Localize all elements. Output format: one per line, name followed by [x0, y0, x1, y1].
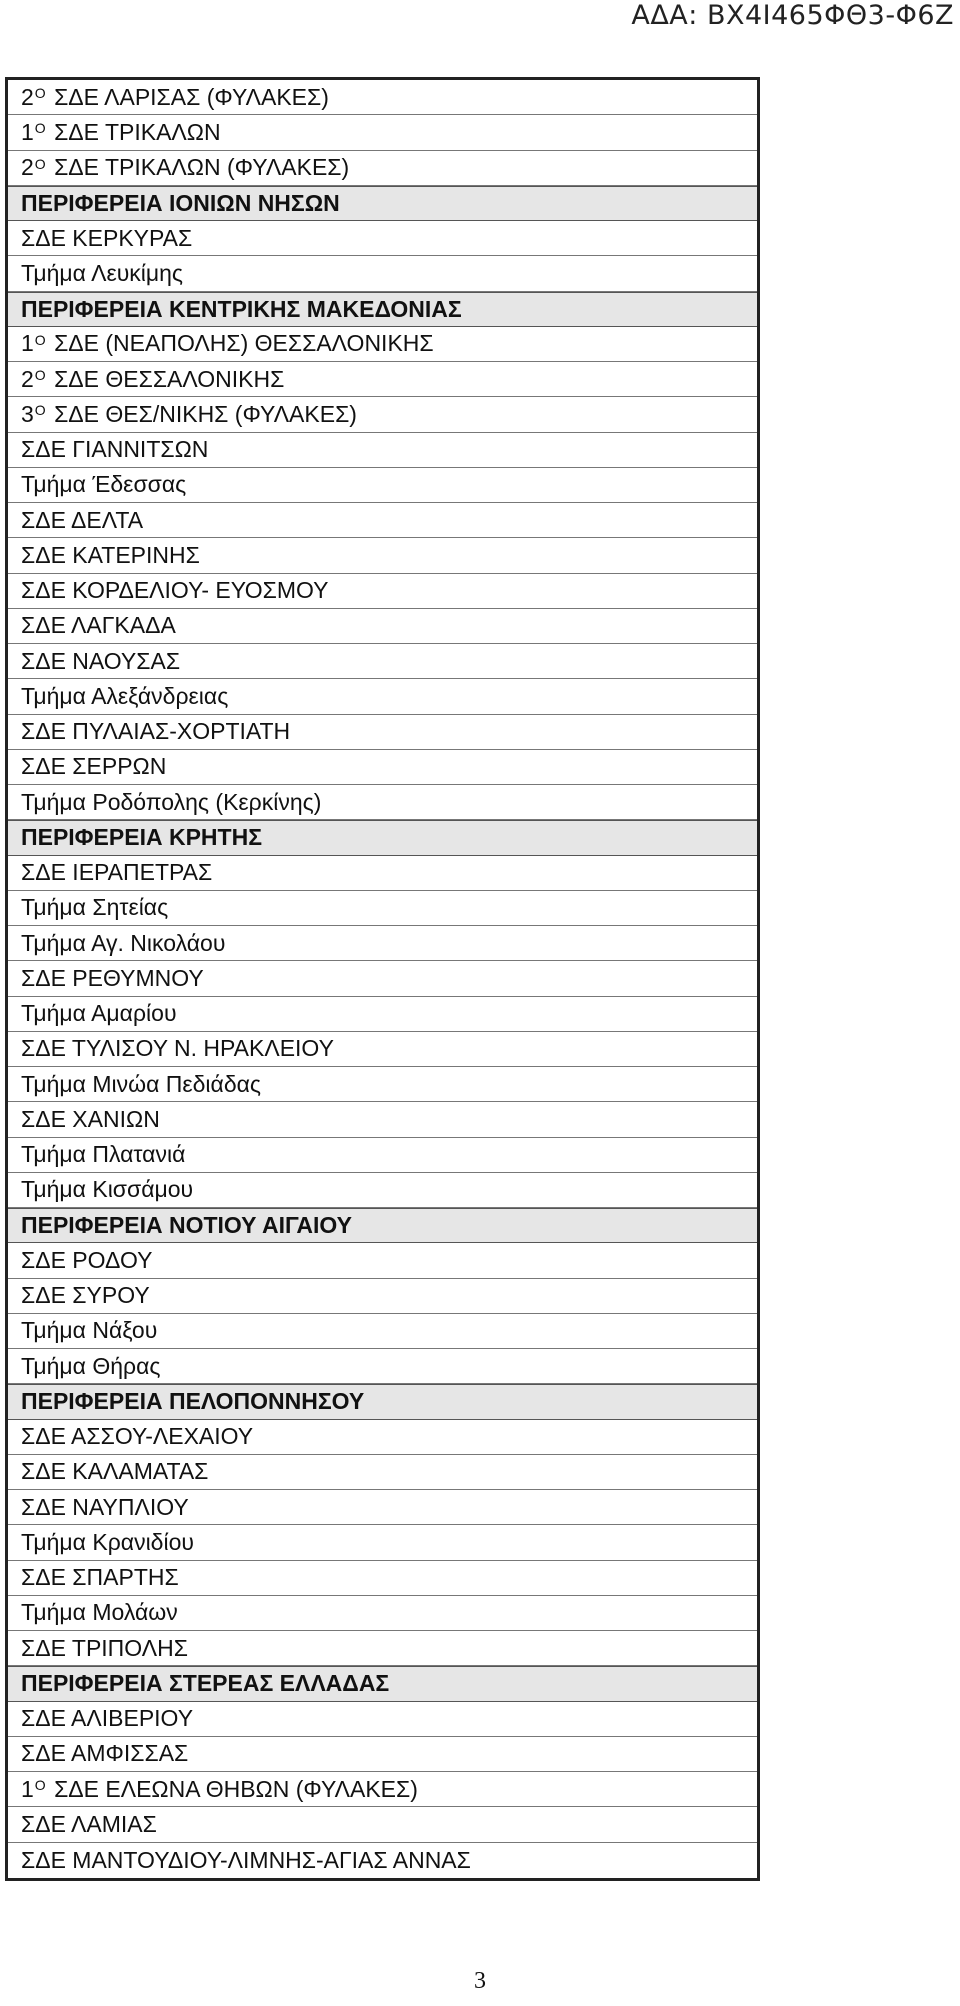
table-row: [8, 1455, 757, 1490]
ordinal-number: 2: [21, 154, 34, 181]
table-row: [8, 1490, 757, 1525]
school-name: Τμήμα Θήρας: [21, 1352, 161, 1379]
school-name: ΣΔΕ ΚΕΡΚΥΡΑΣ: [21, 224, 193, 251]
region-name: ΠΕΡΙΦΕΡΕΙΑ ΝΟΤΙΟΥ ΑΙΓΑΙΟΥ: [21, 1212, 352, 1239]
table-row: [8, 997, 757, 1032]
school-name: Τμήμα Αλεξάνδρειας: [21, 682, 229, 709]
ordinal-number: 1: [21, 330, 34, 357]
table-row: [8, 574, 757, 609]
table-row: [8, 1032, 757, 1067]
table-row: [8, 1702, 757, 1737]
ordinal-number: 2: [21, 365, 34, 392]
ordinal-number: 2: [21, 83, 34, 110]
table-row: [8, 926, 757, 961]
table-row: [8, 1067, 757, 1102]
school-name: ΣΔΕ ΤΡΙΚΑΛΩΝ (ΦΥΛΑΚΕΣ): [47, 154, 350, 181]
table-row: [8, 1349, 757, 1384]
table-row: [8, 1737, 757, 1772]
region-name: ΠΕΡΙΦΕΡΕΙΑ ΙΟΝΙΩΝ ΝΗΣΩΝ: [21, 189, 340, 216]
table-row: [8, 433, 757, 468]
table-row: [8, 468, 757, 503]
page-number: 3: [474, 1968, 486, 1994]
region-header-row: [8, 1208, 757, 1243]
school-name: Τμήμα Κρανιδίου: [21, 1528, 194, 1555]
school-name: Τμήμα Ροδόπολης (Κερκίνης): [21, 788, 322, 815]
schools-table: [5, 77, 760, 1881]
table-row: [8, 1525, 757, 1560]
region-name: ΠΕΡΙΦΕΡΕΙΑ ΠΕΛΟΠΟΝΝΗΣΟΥ: [21, 1388, 365, 1415]
table-row: [8, 256, 757, 291]
school-name: ΣΔΕ ΑΣΣΟΥ-ΛΕΧΑΙΟΥ: [21, 1423, 254, 1450]
school-name: ΣΔΕ ΛΑΡΙΣΑΣ (ΦΥΛΑΚΕΣ): [47, 83, 329, 110]
school-name: ΣΔΕ ΕΛΕΩΝΑ ΘΗΒΩΝ (ΦΥΛΑΚΕΣ): [47, 1775, 418, 1802]
school-name: ΣΔΕ ΠΥΛΑΙΑΣ-ΧΟΡΤΙΑΤΗ: [21, 718, 291, 745]
table-row: [8, 1173, 757, 1208]
school-name: ΣΔΕ ΣΕΡΡΩΝ: [21, 753, 167, 780]
school-name: Τμήμα Αγ. Νικολάου: [21, 929, 226, 956]
table-row: [8, 785, 757, 820]
school-name: Τμήμα Μολάων: [21, 1599, 178, 1626]
school-name: ΣΔΕ (ΝΕΑΠΟΛΗΣ) ΘΕΣΣΑΛΟΝΙΚΗΣ: [47, 330, 434, 357]
table-row: [8, 891, 757, 926]
school-name: ΣΔΕ ΝΑΟΥΣΑΣ: [21, 647, 181, 674]
table-row: 2 $^O$ ΣΔΕ ΘΕΣΣΑΛΟΝΙΚΗΣ: [8, 362, 757, 397]
region-name: ΠΕΡΙΦΕΡΕΙΑ ΚΡΗΤΗΣ: [21, 824, 262, 851]
table-row: [8, 609, 757, 644]
table-row: [8, 503, 757, 538]
school-name: ΣΔΕ ΣΥΡΟΥ: [21, 1282, 150, 1309]
ordinal-number: 1: [21, 1775, 34, 1802]
region-name: ΠΕΡΙΦΕΡΕΙΑ ΚΕΝΤΡΙΚΗΣ ΜΑΚΕΔΟΝΙΑΣ: [21, 295, 462, 322]
table-row: 2 $^O$ ΣΔΕ ΛΑΡΙΣΑΣ (ΦΥΛΑΚΕΣ): [8, 80, 757, 115]
school-name: Τμήμα Μινώα Πεδιάδας: [21, 1070, 262, 1097]
school-name: ΣΔΕ ΤΡΙΠΟΛΗΣ: [21, 1634, 188, 1661]
table-row: [8, 1279, 757, 1314]
table-row: 1 $^O$ ΣΔΕ (ΝΕΑΠΟΛΗΣ) ΘΕΣΣΑΛΟΝΙΚΗΣ: [8, 327, 757, 362]
school-name: ΣΔΕ ΙΕΡΑΠΕΤΡΑΣ: [21, 859, 213, 886]
table-row: [8, 1631, 757, 1666]
table-row: [8, 1420, 757, 1455]
table-row: [8, 715, 757, 750]
region-header-row: [8, 820, 757, 855]
school-name: Τμήμα Λευκίμης: [21, 259, 184, 286]
school-name: ΣΔΕ ΑΛΙΒΕΡΙΟΥ: [21, 1705, 194, 1732]
table-row: [8, 1807, 757, 1842]
school-name: ΣΔΕ ΚΑΤΕΡΙΝΗΣ: [21, 541, 200, 568]
school-name: Τμήμα Νάξου: [21, 1317, 158, 1344]
table-row: 1 $^O$ ΣΔΕ ΕΛΕΩΝΑ ΘΗΒΩΝ (ΦΥΛΑΚΕΣ): [8, 1772, 757, 1807]
school-name: ΣΔΕ ΚΑΛΑΜΑΤΑΣ: [21, 1458, 209, 1485]
table-row: 2 $^O$ ΣΔΕ ΤΡΙΚΑΛΩΝ (ΦΥΛΑΚΕΣ): [8, 151, 757, 186]
ada-code: ΑΔΑ: ΒΧ4Ι465ΦΘ3-Φ6Ζ: [631, 0, 954, 31]
table-row: [8, 856, 757, 891]
school-name: Τμήμα Έδεσσας: [21, 471, 187, 498]
school-name: ΣΔΕ ΤΡΙΚΑΛΩΝ: [47, 118, 221, 145]
table-row: [8, 1596, 757, 1631]
school-name: Τμήμα Κισσάμου: [21, 1176, 194, 1203]
table-row: [8, 538, 757, 573]
school-name: ΣΔΕ ΚΟΡΔΕΛΙΟΥ- ΕΥΟΣΜΟΥ: [21, 577, 329, 604]
table-row: 1 $^O$ ΣΔΕ ΤΡΙΚΑΛΩΝ: [8, 115, 757, 150]
table-row: [8, 1561, 757, 1596]
table-row: [8, 1138, 757, 1173]
school-name: ΣΔΕ ΧΑΝΙΩΝ: [21, 1105, 160, 1132]
region-header-row: [8, 1384, 757, 1419]
school-name: Τμήμα Πλατανιά: [21, 1141, 186, 1168]
table-row: [8, 1243, 757, 1278]
table-row: [8, 644, 757, 679]
table-row: 3 $^O$ ΣΔΕ ΘΕΣ/ΝΙΚΗΣ (ΦΥΛΑΚΕΣ): [8, 397, 757, 432]
school-name: Τμήμα Σητείας: [21, 894, 169, 921]
school-name: ΣΔΕ ΘΕΣΣΑΛΟΝΙΚΗΣ: [47, 365, 285, 392]
school-name: ΣΔΕ ΘΕΣ/ΝΙΚΗΣ (ΦΥΛΑΚΕΣ): [47, 400, 357, 427]
region-header-row: [8, 292, 757, 327]
table-row: [8, 679, 757, 714]
region-name: ΠΕΡΙΦΕΡΕΙΑ ΣΤΕΡΕΑΣ ΕΛΛΑΔΑΣ: [21, 1670, 390, 1697]
school-name: ΣΔΕ ΔΕΛΤΑ: [21, 506, 144, 533]
school-name: ΣΔΕ ΛΑΓΚΑΔΑ: [21, 612, 176, 639]
school-name: ΣΔΕ ΛΑΜΙΑΣ: [21, 1810, 157, 1837]
school-name: ΣΔΕ ΣΠΑΡΤΗΣ: [21, 1564, 179, 1591]
school-name: ΣΔΕ ΑΜΦΙΣΣΑΣ: [21, 1740, 189, 1767]
school-name: ΣΔΕ ΝΑΥΠΛΙΟΥ: [21, 1493, 189, 1520]
school-name: ΣΔΕ ΤΥΛΙΣΟΥ Ν. ΗΡΑΚΛΕΙΟΥ: [21, 1035, 334, 1062]
table-row: [8, 221, 757, 256]
school-name: ΣΔΕ ΓΙΑΝΝΙΤΣΩΝ: [21, 436, 209, 463]
school-name: ΣΔΕ ΜΑΝΤΟΥΔΙΟΥ-ΛΙΜΝΗΣ-ΑΓΙΑΣ ΑΝΝΑΣ: [21, 1846, 471, 1873]
school-name: Τμήμα Αμαρίου: [21, 1000, 177, 1027]
school-name: ΣΔΕ ΡΕΘΥΜΝΟΥ: [21, 964, 204, 991]
table-row: [8, 961, 757, 996]
ordinal-number: 1: [21, 118, 34, 145]
ordinal-number: 3: [21, 400, 34, 427]
school-name: ΣΔΕ ΡΟΔΟΥ: [21, 1246, 153, 1273]
table-row: [8, 1102, 757, 1137]
region-header-row: [8, 1666, 757, 1701]
table-row: [8, 1314, 757, 1349]
region-header-row: [8, 186, 757, 221]
table-row: [8, 1843, 757, 1878]
table-row: [8, 750, 757, 785]
